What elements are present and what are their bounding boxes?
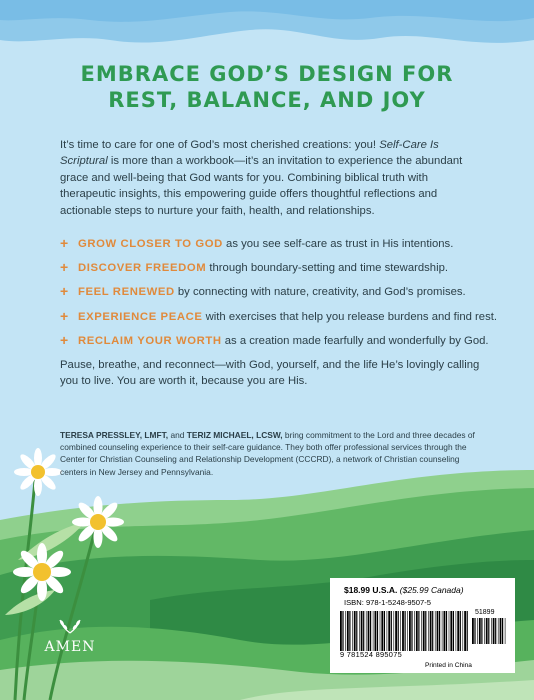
plus-icon: + [60,259,69,276]
benefit-item [60,331,500,358]
publisher-name: AMEN [44,639,96,655]
supplement-number: 51899 [475,609,495,616]
bio-and: and [168,430,187,440]
benefit-heading: DISCOVER FREEDOM [78,262,207,275]
benefit-heading: GROW CLOSER TO GOD [78,238,223,250]
headline-line-1: EMBRACE GOD’S DESIGN FOR [80,62,454,86]
barcode-number: 9 781524 895075 [340,650,403,659]
publisher-logo [40,618,100,655]
benefit-text: by connecting with nature, creativity, and God’s promises. [174,286,466,299]
plus-icon: + [60,331,69,348]
price-usa: $18.99 U.S.A. [344,585,398,595]
intro-text-2: is more than a workbook—it’s an invitation to experience the abundant grace and well-being that God wants for you. Combining biblical truth with therapeutic insights, this empowering guide offers thoughtful reflections and actionable steps to nurture your faith, health, and relationships. [60,155,463,217]
benefit-heading: FEEL RENEWED [78,286,175,299]
benefit-text: as a creation made fearfully and wonderfully by God. [221,334,489,347]
benefit-heading: RECLAIM YOUR WORTH [78,334,222,347]
author-name-1: TERESA PRESSLEY, LMFT, [60,430,169,440]
printed-in: Printed in China [425,662,472,669]
benefit-item [60,261,500,285]
benefit-text: as you see self-care as trust in His intentions. [222,238,454,250]
book-title-italic: Self-Care Is Scriptural [60,139,439,168]
laurel-icon [56,618,84,634]
closing-paragraph: Pause, breathe, and reconnect—with God, yourself, and the life He’s lovingly calling you to live. You are worth it, because you are His. [60,359,480,388]
price-canada: ($25.99 Canada) [399,585,464,595]
bio-text: bring commitment to the Lord and three decades of combined counseling experience to their self-care guidance. They both offer professional services through the Center for Christian Counseling and Relationship Development (CCCRD), a network of Christian counseling centers in New Jersey and Pennsylvania. [60,430,475,477]
author-name-2: TERIZ MICHAEL, LCSW, [186,430,283,440]
supplement-barcode-icon [472,618,506,644]
author-bio [60,429,480,478]
headline-line-2: REST, BALANCE, AND JOY [108,88,426,112]
plus-icon: + [60,235,69,251]
benefit-item [60,237,500,261]
intro-paragraph [60,137,484,219]
benefit-list [60,237,500,358]
benefit-text: through boundary-setting and time stewardship. [206,262,449,275]
isbn: ISBN: 978-1-5248-9507-5 [344,598,431,607]
benefit-heading: EXPERIENCE PEACE [78,310,203,323]
benefit-item [60,285,500,309]
plus-icon: + [60,307,69,324]
plus-icon: + [60,283,69,300]
intro-text-1: It’s time to care for one of God’s most cherished creations: you! [60,139,380,151]
benefit-item [60,307,500,334]
price-line [344,585,464,595]
barcode-box [330,578,515,673]
barcode-icon [340,611,468,651]
benefit-text: with exercises that help you release burdens and find rest. [202,310,497,323]
